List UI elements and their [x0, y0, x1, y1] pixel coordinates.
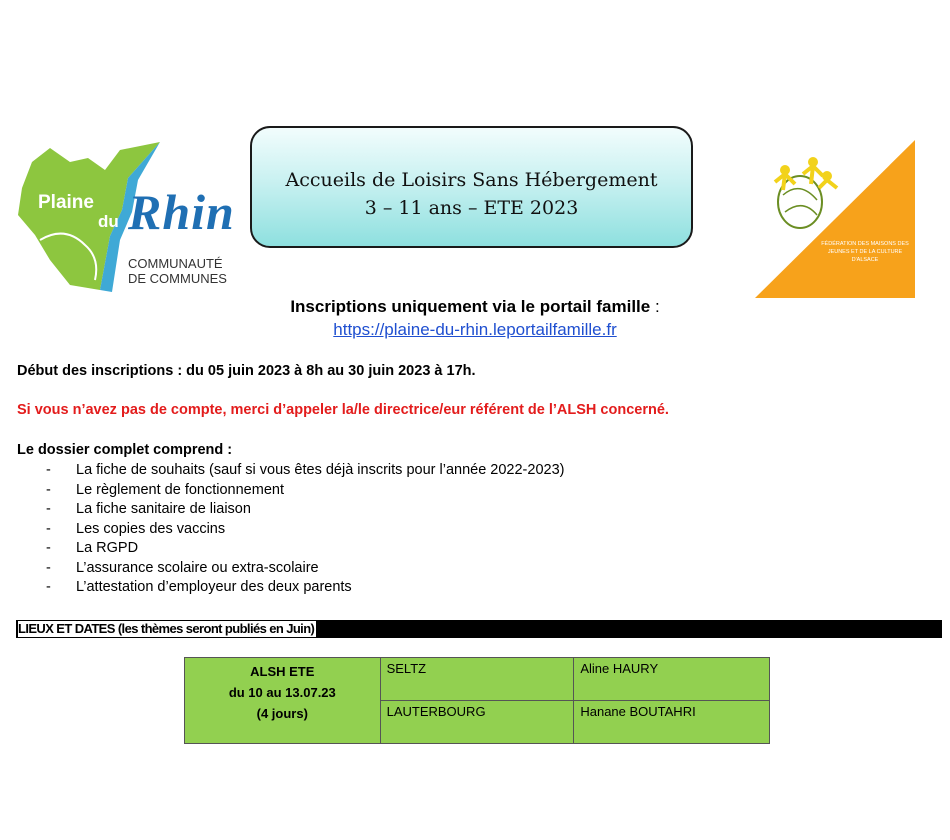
section-bar-label: LIEUX ET DATES (les thèmes seront publiés en Juin) — [18, 621, 315, 636]
federation-text: FÉDÉRATION DES MAISONS DES JEUNES ET DE LA CULTURE D'ALSACE — [821, 241, 909, 263]
inscriptions-line — [0, 297, 950, 317]
list-item: - Les copies des vaccins — [46, 520, 226, 537]
list-item: - L’attestation d’employeur des deux parents — [46, 579, 352, 595]
director-cell: Aline HAURY — [574, 658, 770, 701]
logo-sub-line1: COMMUNAUTÉ — [128, 256, 223, 271]
list-item-text: L’attestation d’employeur des deux parents — [76, 579, 352, 595]
table-row — [185, 658, 770, 701]
list-item-text: La RGPD — [76, 540, 139, 556]
title-box — [250, 126, 693, 248]
period-line-1: ALSH ETE — [250, 664, 315, 679]
period-line-3: (4 jours) — [256, 706, 308, 721]
list-item: - La fiche sanitaire de liaison — [46, 501, 251, 517]
inscriptions-text: Inscriptions uniquement via le portail famille — [290, 297, 651, 316]
list-item: - Le règlement de fonctionnement — [46, 481, 284, 498]
dossier-list — [46, 461, 564, 598]
logo-sub-line2: DE COMMUNES — [128, 271, 227, 286]
logo-subtitle — [128, 256, 227, 286]
logo-text-rhin: Rhin — [128, 184, 235, 240]
warning-text: Si vous n’avez pas de compte, merci d’appeler la/le directrice/eur référent de l’ALSH concerné. — [17, 402, 669, 418]
period-cell — [185, 658, 381, 744]
list-item-text: La fiche de souhaits (sauf si vous êtes déjà inscrits pour l’année 2022-2023) — [76, 462, 565, 478]
debut-inscriptions: Début des inscriptions : du 05 juin 2023 à 8h au 30 juin 2023 à 17h. — [17, 363, 476, 379]
place-cell: SELTZ — [380, 658, 574, 701]
logo-text-plaine: Plaine — [38, 192, 94, 213]
dossier-heading: Le dossier complet comprend : — [17, 442, 233, 458]
title-line-2: 3 – 11 ans – ETE 2023 — [364, 197, 579, 219]
logo-text-du: du — [98, 212, 119, 231]
list-item-text: Les copies des vaccins — [76, 520, 226, 537]
section-bar — [16, 620, 942, 638]
list-item: - L’assurance scolaire ou extra-scolaire — [46, 559, 319, 576]
inscriptions-colon: : — [650, 297, 660, 316]
period-line-2: du 10 au 13.07.23 — [228, 685, 336, 700]
portail-link[interactable]: https://plaine-du-rhin.leportailfamille.fr — [333, 320, 617, 339]
fdmjc-logo-icon — [755, 140, 915, 298]
director-cell: Hanane BOUTAHRI — [574, 701, 770, 744]
list-item-text: L’assurance scolaire ou extra-scolaire — [76, 559, 319, 576]
list-item: - La RGPD — [46, 540, 139, 556]
list-item-text: Le règlement de fonctionnement — [76, 481, 284, 498]
fdmjc-logo — [755, 140, 915, 298]
list-item-text: La fiche sanitaire de liaison — [76, 501, 251, 517]
list-item: - La fiche de souhaits (sauf si vous êtes déjà inscrits pour l’année 2022-2023) — [46, 462, 565, 478]
title-line-1: Accueils de Loisirs Sans Hébergement — [285, 169, 658, 191]
place-cell: LAUTERBOURG — [380, 701, 574, 744]
alsh-table — [184, 657, 770, 744]
